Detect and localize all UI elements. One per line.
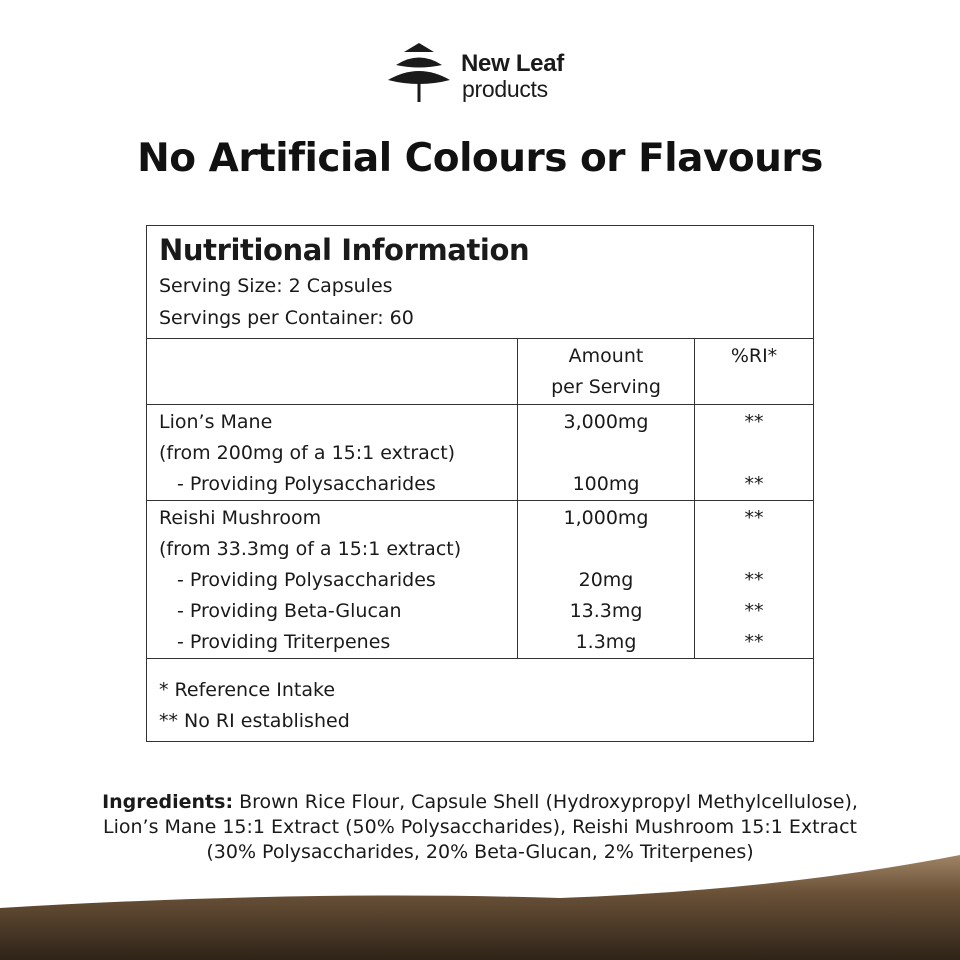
- row-ri: **: [744, 600, 764, 622]
- row-ri: **: [744, 411, 764, 433]
- footnotes: [147, 659, 814, 742]
- row-amount: [518, 438, 694, 469]
- group-names: [147, 501, 518, 659]
- group-amounts: [518, 501, 695, 659]
- ingredients-list: Brown Rice Flour, Capsule Shell (Hydroxypropyl Methylcellulose), Lion’s Mane 15:1 Extract (50% Polysaccharides), Reishi Mushroom 15:1 Extract (30% Polysaccharides, 20% Beta-Glucan, 2% Triterpenes): [103, 791, 858, 863]
- nutrition-title: Nutritional Information: [159, 233, 530, 267]
- row-amount: [518, 534, 694, 565]
- swoosh-shape: [0, 855, 960, 960]
- footnote: * Reference Intake: [159, 679, 336, 701]
- row-name: (from 200mg of a 15:1 extract): [159, 442, 456, 464]
- ingredients-label: Ingredients:: [102, 791, 234, 813]
- brand-logo: [386, 38, 586, 108]
- row-ri: **: [744, 473, 764, 495]
- row-amount: 20mg: [578, 569, 634, 591]
- row-amount: 13.3mg: [569, 600, 643, 622]
- row-ri: [695, 534, 813, 565]
- leaf-tree-icon: [386, 38, 452, 104]
- row-ri: **: [744, 569, 764, 591]
- row-amount: 1,000mg: [563, 507, 649, 529]
- row-name: - Providing Beta-Glucan: [177, 600, 402, 622]
- row-name: Lion’s Mane: [159, 411, 273, 433]
- row-ri: **: [744, 507, 764, 529]
- serving-size: Serving Size: 2 Capsules: [159, 275, 393, 297]
- row-ri: [695, 438, 813, 469]
- column-header-name: [147, 339, 518, 405]
- amount-header-line2: per Serving: [551, 376, 661, 398]
- column-header-row: [147, 339, 814, 405]
- column-header-amount: [518, 339, 695, 405]
- group-amounts: [518, 405, 695, 501]
- brand-name: New Leaf: [461, 50, 564, 77]
- row-name: (from 33.3mg of a 15:1 extract): [159, 538, 462, 560]
- group-reishi: [147, 501, 814, 659]
- group-ri: [695, 405, 814, 501]
- servings-per-container: Servings per Container: 60: [159, 307, 414, 329]
- row-amount: 3,000mg: [563, 411, 649, 433]
- headline: No Artificial Colours or Flavours: [137, 136, 823, 181]
- row-name: - Providing Polysaccharides: [177, 473, 436, 495]
- row-ri: **: [744, 631, 764, 653]
- nutrition-table: [146, 225, 814, 742]
- column-header-ri: [695, 339, 814, 405]
- group-ri: [695, 501, 814, 659]
- ri-header: %RI*: [730, 345, 778, 367]
- row-name: - Providing Polysaccharides: [177, 569, 436, 591]
- nutrition-header: [147, 226, 814, 339]
- row-amount: 100mg: [572, 473, 640, 495]
- group-lions-mane: [147, 405, 814, 501]
- brand-subname: products: [462, 76, 548, 102]
- group-names: [147, 405, 518, 501]
- brown-swoosh-decoration: [0, 850, 960, 960]
- row-amount: 1.3mg: [575, 631, 637, 653]
- row-name: Reishi Mushroom: [159, 507, 322, 529]
- footnote: ** No RI established: [159, 710, 350, 732]
- row-name: - Providing Triterpenes: [177, 631, 391, 653]
- amount-header-line1: Amount: [568, 345, 644, 367]
